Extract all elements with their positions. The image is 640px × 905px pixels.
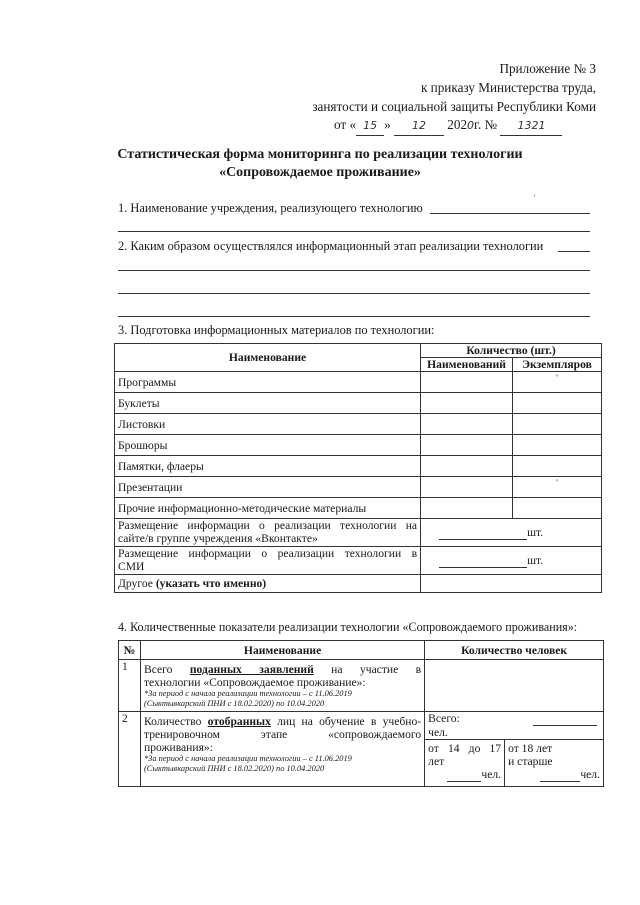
- section1-label: 1. Наименование учреждения, реализующего технологию: [118, 201, 423, 215]
- form-title-line1: Статистическая форма мониторинга по реализации технологии: [117, 147, 523, 162]
- site-count-field: [439, 526, 527, 540]
- table-row: Буклеты: [115, 393, 421, 414]
- order-year-digit: 0: [467, 119, 475, 132]
- applications-row: Всего поданных заявлений на участие в технологии «Сопровождаемое проживание»: *За период с начала реализации технологии – с 11.06.2019 (Сыктывкарский ПНИ с 18.02.2020) по 10.04.2020: [140, 660, 424, 712]
- ministry-name: занятости и социальной защиты Республики Коми: [312, 99, 596, 114]
- age-18-plus-cell: от 18 лет и старше чел.: [505, 740, 604, 787]
- section2-label: 2. Каким образом осуществлялся информационный этап реализации технологии: [118, 239, 544, 253]
- age-14-17-cell: от 14 до 17 лет чел.: [425, 740, 505, 787]
- annex-number: Приложение № 3: [499, 61, 596, 76]
- table-row: Листовки: [115, 414, 421, 435]
- quantity-col-name: Наименование: [140, 641, 424, 660]
- materials-col-qty: Количество (шт.): [421, 344, 602, 358]
- section2-answer-line-4: [118, 316, 590, 317]
- section4-label: 4. Количественные показатели реализации технологии «Сопровождаемого проживания»:: [118, 620, 578, 634]
- quantity-col-count: Количество человек: [425, 641, 604, 660]
- selected-persons-row: Количество отобранных лиц на обучение в учебно- тренировочном этапе «сопровождаемого проживания»: *За период с начала реализации технологии – с 11.06.2019 (Сыктывкарский ПНИ с 18.02.2020) по 10.04.2020: [140, 712, 424, 787]
- materials-col-copies: Экземпляров: [513, 358, 602, 372]
- site-placement-row: Размещение информации о реализации технологии на сайте/в группе учреждения «Вконтакте»: [115, 519, 421, 547]
- table-row: Программы: [115, 372, 421, 393]
- smi-placement-row: Размещение информации о реализации технологии в СМИ: [115, 547, 421, 575]
- table-row: Прочие информационно-методические материалы: [115, 498, 421, 519]
- row2-number: 2: [119, 712, 141, 787]
- section2-answer-line-3: [118, 293, 590, 294]
- form-title-line2: «Сопровождаемое проживание»: [219, 165, 421, 180]
- table-row: Презентации: [115, 477, 421, 498]
- smi-count-field: [439, 554, 527, 568]
- materials-col-name: Наименование: [115, 344, 421, 372]
- quantity-col-no: №: [119, 641, 141, 660]
- materials-table: Наименование Количество (шт.) Наименований Экземпляров Программы ' Буклеты Листовки Брошюры Памятки, флаеры Презентации ' Прочие информационно-методические материалы Размещение информации о реализации технологии на сайте/в группе учреждения «Вконтакте» шт. Размещение информации о реализации технологии в СМИ шт. Другое (указать что именно): [114, 343, 602, 593]
- order-reference: к приказу Министерства труда,: [420, 80, 596, 95]
- table-row: Памятки, флаеры: [115, 456, 421, 477]
- section1-answer-line: [430, 213, 590, 214]
- table-row: Брошюры: [115, 435, 421, 456]
- order-month-field: 12: [394, 116, 444, 136]
- row1-number: 1: [119, 660, 141, 712]
- order-number-field: 1321: [500, 116, 562, 136]
- section1-answer-line-2: [118, 231, 590, 232]
- section2-answer-line: [558, 251, 590, 252]
- selected-total-field: [533, 712, 597, 726]
- other-row: Другое (указать что именно): [115, 575, 421, 593]
- section3-label: 3. Подготовка информационных материалов по технологии:: [118, 323, 435, 337]
- quantity-table: [118, 640, 604, 787]
- order-day-field: 15: [356, 116, 384, 136]
- selected-total-cell: Всего: чел.: [425, 712, 604, 740]
- age-14-17-field: [447, 768, 481, 782]
- age-18-plus-field: [540, 768, 580, 782]
- order-date-line: от « 15 » 12 2020г. № 1321: [334, 116, 562, 136]
- materials-col-names: Наименований: [421, 358, 513, 372]
- section2-answer-line-2: [118, 270, 590, 271]
